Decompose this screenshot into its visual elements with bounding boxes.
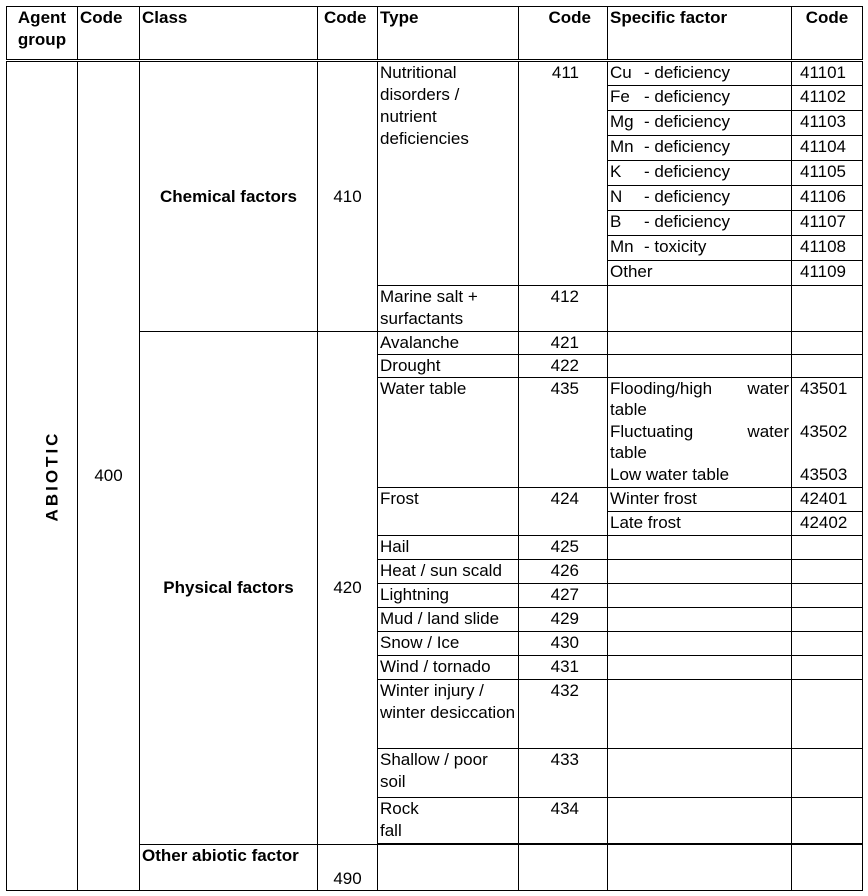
specific-code-empty	[792, 749, 863, 798]
agent-group-cell	[7, 61, 78, 891]
class-other-name: Other abiotic factor	[140, 845, 318, 891]
specific-empty	[608, 286, 792, 332]
specific-factor-cell	[608, 111, 792, 136]
type-435-code: 435	[519, 378, 608, 488]
type-433-code: 433	[519, 749, 608, 798]
header-row	[7, 7, 863, 61]
specific-code: 41107	[792, 211, 863, 236]
specific-factor-cell	[608, 161, 792, 186]
specific-code: 42401	[792, 488, 863, 512]
class-chemical-name: Chemical factors	[140, 61, 318, 332]
factor-label: water	[747, 379, 789, 398]
type-code-empty	[519, 845, 608, 891]
type-431-name: Wind / tornado	[378, 656, 519, 680]
specific-code: 41109	[792, 261, 863, 286]
specific-code-empty	[792, 680, 863, 749]
specific-code-empty	[792, 286, 863, 332]
type-empty	[378, 845, 519, 891]
header-specific-factor: Specific factor	[608, 7, 792, 61]
type-432-name: Winter injury / winter desiccation	[378, 680, 519, 749]
type-430-name: Snow / Ice	[378, 632, 519, 656]
factor-label: Other	[610, 262, 653, 281]
specific-empty	[608, 536, 792, 560]
type-425-name: Hail	[378, 536, 519, 560]
type-411-name: Nutritional disorders / nutrient deficiencies	[378, 61, 519, 286]
type-434-name	[378, 798, 519, 844]
specific-code: 41106	[792, 186, 863, 211]
specific-factor-cell	[608, 186, 792, 211]
element-symbol: Cu	[610, 63, 632, 82]
specific-empty	[608, 584, 792, 608]
agent-group-code: 400	[78, 61, 140, 891]
element-symbol: B	[610, 212, 622, 231]
specific-empty	[608, 332, 792, 355]
factor-label: - deficiency	[644, 212, 730, 231]
specific-code-empty	[792, 632, 863, 656]
specific-code: 41104	[792, 136, 863, 161]
factor-label: Flooding/high	[610, 379, 713, 398]
specific-factor-cell	[608, 464, 792, 488]
specific-empty	[608, 355, 792, 378]
specific-code: 41101	[792, 61, 863, 86]
specific-empty	[608, 749, 792, 798]
specific-factor-cell	[608, 488, 792, 512]
specific-factor-cell	[608, 61, 792, 86]
specific-code: 42402	[792, 512, 863, 536]
type-432-code: 432	[519, 680, 608, 749]
element-symbol: N	[610, 187, 623, 206]
element-symbol: Mn	[610, 137, 634, 156]
element-symbol: Mg	[610, 112, 634, 131]
factor-label: - deficiency	[644, 137, 730, 156]
specific-code-empty	[792, 656, 863, 680]
type-425-code: 425	[519, 536, 608, 560]
specific-code: 43502	[792, 421, 863, 464]
type-424-name: Frost	[378, 488, 519, 536]
factor-label: table	[610, 400, 647, 419]
specific-code-empty	[792, 560, 863, 584]
header-agent-group: Agent group	[7, 7, 78, 61]
factor-label: table	[610, 442, 647, 462]
specific-code: 41102	[792, 86, 863, 111]
type-421-name: Avalanche	[378, 332, 519, 355]
element-symbol: Mn	[610, 237, 634, 256]
specific-code-empty	[792, 845, 863, 891]
type-431-code: 431	[519, 656, 608, 680]
specific-empty	[608, 680, 792, 749]
specific-code-empty	[792, 608, 863, 632]
factor-label: - deficiency	[644, 112, 730, 131]
specific-factor-cell	[608, 136, 792, 161]
specific-code: 41108	[792, 236, 863, 261]
factor-label: Low water table	[610, 464, 730, 484]
specific-code: 41103	[792, 111, 863, 136]
header-code-class: Code	[318, 7, 378, 61]
specific-factor-cell	[608, 421, 792, 464]
specific-code: 43501	[792, 378, 863, 421]
factor-label: water	[747, 421, 789, 441]
agent-group-name: ABIOTIC	[42, 430, 62, 522]
type-434-code: 434	[519, 798, 608, 844]
specific-code-empty	[792, 355, 863, 378]
specific-empty	[608, 798, 792, 844]
class-chemical-code: 410	[318, 61, 378, 332]
type-422-code: 422	[519, 355, 608, 378]
factor-label: - toxicity	[644, 237, 707, 256]
type-422-name: Drought	[378, 355, 519, 378]
element-symbol: K	[610, 162, 622, 181]
type-426-name: Heat / sun scald	[378, 560, 519, 584]
specific-empty	[608, 632, 792, 656]
abiotic-factors-table	[6, 6, 863, 891]
specific-code-empty	[792, 798, 863, 844]
type-427-name: Lightning	[378, 584, 519, 608]
factor-label: - deficiency	[644, 187, 730, 206]
specific-empty	[608, 608, 792, 632]
factor-label: Fluctuating	[610, 421, 694, 441]
specific-factor-cell	[608, 211, 792, 236]
type-424-code: 424	[519, 488, 608, 536]
specific-code-empty	[792, 536, 863, 560]
type-433-name: Shallow / poor soil	[378, 749, 519, 798]
specific-code-empty	[792, 584, 863, 608]
type-435-name: Water table	[378, 378, 519, 488]
type-426-code: 426	[519, 560, 608, 584]
specific-factor-cell	[608, 86, 792, 111]
header-code-agent: Code	[78, 7, 140, 61]
factor-label: - deficiency	[644, 63, 730, 82]
type-430-code: 430	[519, 632, 608, 656]
factor-label: Late frost	[610, 513, 681, 532]
type-429-name: Mud / land slide	[378, 608, 519, 632]
specific-factor-cell	[608, 378, 792, 421]
specific-code-empty	[792, 332, 863, 355]
header-type: Type	[378, 7, 519, 61]
element-symbol: Fe	[610, 87, 630, 106]
type-429-code: 429	[519, 608, 608, 632]
factor-label: - deficiency	[644, 87, 730, 106]
header-class: Class	[140, 7, 318, 61]
table-row	[7, 61, 863, 86]
class-physical-code: 420	[318, 332, 378, 845]
header-code-type: Code	[519, 7, 608, 61]
specific-factor-cell	[608, 512, 792, 536]
class-physical-name: Physical factors	[140, 332, 318, 845]
specific-code: 43503	[792, 464, 863, 488]
specific-empty	[608, 656, 792, 680]
type-427-code: 427	[519, 584, 608, 608]
type-412-code: 412	[519, 286, 608, 332]
factor-label: Winter frost	[610, 489, 697, 508]
factor-label: - deficiency	[644, 162, 730, 181]
specific-factor-cell	[608, 261, 792, 286]
specific-empty	[608, 845, 792, 891]
specific-code: 41105	[792, 161, 863, 186]
class-other-code: 490	[318, 845, 378, 891]
type-412-name: Marine salt + surfactants	[378, 286, 519, 332]
type-411-code: 411	[519, 61, 608, 286]
header-code-specific: Code	[792, 7, 863, 61]
type-421-code: 421	[519, 332, 608, 355]
type-434-label: Rock fall	[380, 799, 419, 840]
specific-factor-cell	[608, 236, 792, 261]
specific-empty	[608, 560, 792, 584]
